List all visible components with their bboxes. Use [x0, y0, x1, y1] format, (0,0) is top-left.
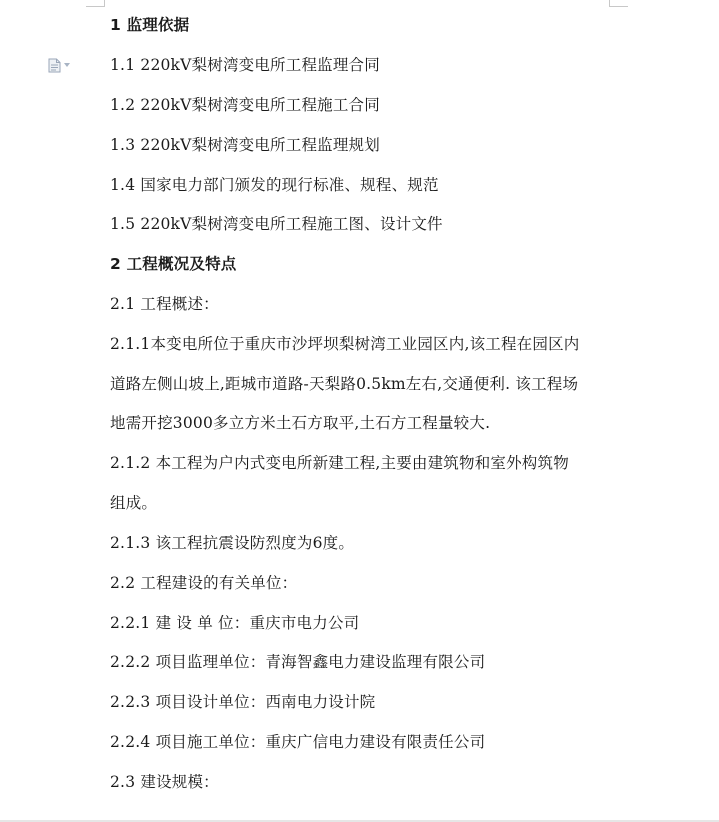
text-line: 2.2 工程建设的有关单位： — [110, 574, 298, 592]
text-line: 2.1.1本变电所位于重庆市沙坪坝梨树湾工业园区内,该工程在园区内 — [110, 335, 580, 353]
text-line: 2.2.3 项目设计单位：西南电力设计院 — [110, 693, 376, 711]
text-line: 1.1 220kV梨树湾变电所工程监理合同 — [110, 56, 380, 74]
text-line: 1.2 220kV梨树湾变电所工程施工合同 — [110, 96, 380, 114]
crop-mark-left — [86, 0, 105, 7]
text-line: 道路左侧山坡上,距城市道路-天梨路0.5km左右,交通便利. 该工程场 — [110, 375, 579, 393]
text-line: 2.2.1 建 设 单 位：重庆市电力公司 — [110, 614, 360, 632]
text-line: 1.5 220kV梨树湾变电所工程施工图、设计文件 — [110, 215, 443, 233]
section-heading-1: 1 监理依据 — [110, 16, 190, 34]
text-line: 地需开挖3000多立方米土石方取平,土石方工程量较大. — [110, 414, 491, 432]
crop-mark-right — [609, 0, 628, 7]
document-icon — [48, 58, 61, 73]
text-line: 2.1.3 该工程抗震设防烈度为6度。 — [110, 534, 355, 552]
text-line: 1.3 220kV梨树湾变电所工程监理规划 — [110, 136, 380, 154]
text-line: 2.1.2 本工程为户内式变电所新建工程,主要由建筑物和室外构筑物 — [110, 454, 569, 472]
section-heading-2: 2 工程概况及特点 — [110, 255, 237, 273]
text-line: 2.1 工程概述： — [110, 295, 219, 313]
text-line: 2.2.4 项目施工单位：重庆广信电力建设有限责任公司 — [110, 733, 486, 751]
text-line: 1.4 国家电力部门颁发的现行标准、规程、规范 — [110, 176, 439, 194]
chevron-down-icon — [64, 63, 70, 67]
paragraph-menu-button[interactable] — [48, 57, 76, 73]
text-line: 2.2.2 项目监理单位：青海智鑫电力建设监理有限公司 — [110, 653, 486, 671]
text-line: 2.3 建设规模： — [110, 773, 219, 791]
text-line: 组成。 — [110, 494, 158, 512]
